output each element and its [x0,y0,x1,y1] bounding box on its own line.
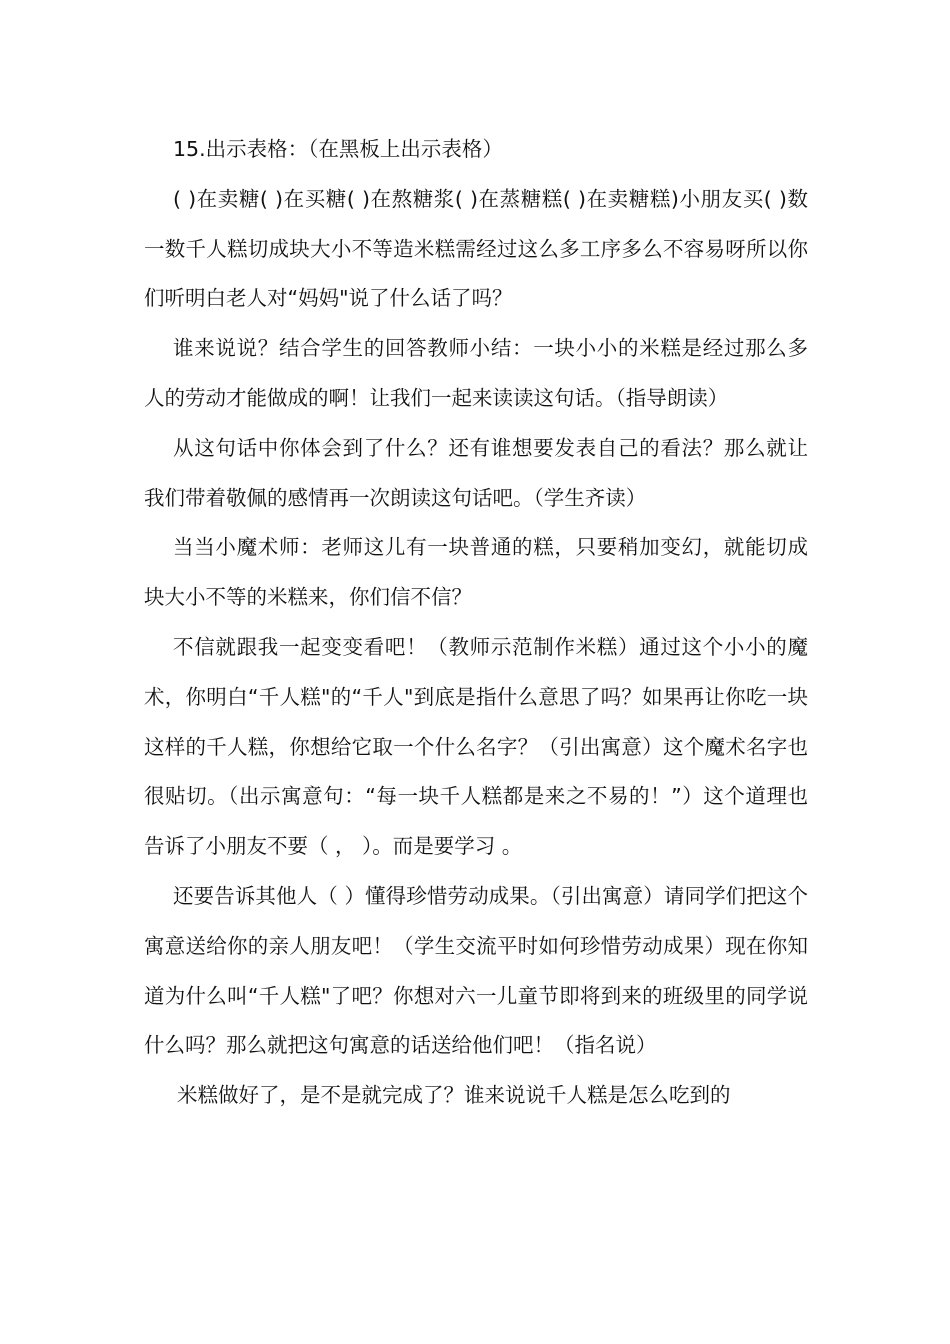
paragraph-magic-trick: 不信就跟我一起变变看吧！（教师示范制作米糕）通过这个小小的魔术，你明白“千人糕"的“千人"到底是指什么意思了吗？如果再让你吃一块这样的千人糕，你想给它取一个什么名字？（引出寓意）这个魔术名字也很贴切。（出示寓意句：“每一块千人糕都是来之不易的！”）这个道理也告诉了小朋友不要（ ， ）。而是要学习 。 [144,634,808,859]
paragraph-feelings: 从这句话中你体会到了什么？还有谁想要发表自己的看法？那么就让我们带着敬佩的感情再一次朗读这句话吧。（学生齐读） [144,435,808,510]
paragraph-process-blanks: ( )在卖糖( )在买糖( )在熬糖浆( )在蒸糖糕( )在卖糖糕)小朋友买( )数一数千人糕切成块大小不等造米糕需经过这么多工序多么不容易呀所以你们听明白老人对“妈妈"说了什么话了吗？ [144,186,808,311]
paragraph-rice-cake-done: 米糕做好了，是不是就完成了？谁来说说千人糕是怎么吃到的 [177,1083,731,1108]
paragraph-teacher-summary: 谁来说说？结合学生的回答教师小结：一块小小的米糕是经过那么多人的劳动才能做成的啊！让我们一起来读读这句话。（指导朗读） [144,336,808,410]
document-body [144,125,808,1121]
paragraph-table-instruction: 15.出示表格：（在黑板上出示表格） [173,137,503,161]
paragraph-magician: 当当小魔术师：老师这儿有一块普通的糕，只要稍加变幻，就能切成块大小不等的米糕来，你们信不信？ [144,535,808,610]
paragraph-cherish-labor: 还要告诉其他人（ ）懂得珍惜劳动成果。（引出寓意）请同学们把这个寓意送给你的亲人朋友吧！（学生交流平时如何珍惜劳动成果）现在你知道为什么叫“千人糕"了吧？你想对六一儿童节即将到来的班级里的同学说什么吗？那么就把这句寓意的话送给他们吧！（指名说） [144,883,808,1058]
